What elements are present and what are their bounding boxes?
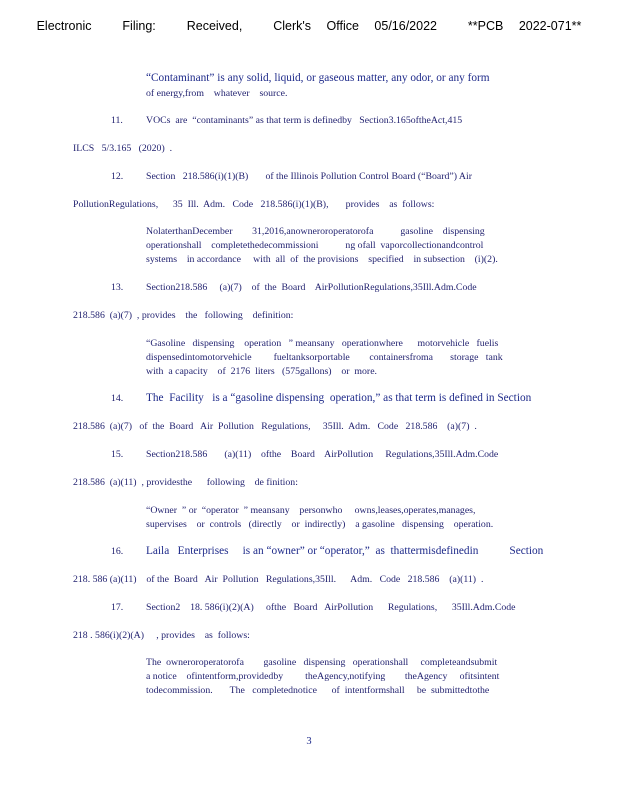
paragraph-16-line-1-text: Laila Enterprises is an “owner” or “operator,” as thattermisdefinedin Section [146,545,544,557]
quote-17-line-2: a notice ofintentform,providedby theAgency,notifying theAgency ofitsintent [146,671,500,682]
paragraph-12-number: 12. [111,171,124,182]
contaminant-definition-line-1: “Contaminant” is any solid, liquid, or gaseous matter, any odor, or any form [146,72,490,84]
paragraph-13-line-1: Section218.586 (a)(7) of the Board AirPollutionRegulations,35Ill.Adm.Code [146,282,477,293]
paragraph-17-line-2: 218 . 586(i)(2)(A) , provides as follows: [73,630,250,641]
paragraph-16-number: 16. [111,546,124,557]
paragraph-13-number: 13. [111,282,124,293]
quote-13-line-1: “Gasoline dispensing operation ” meansany operationwhere motorvehicle fuelis [146,338,499,349]
paragraph-14-line-1: The Facility is a “gasoline dispensing operation,” as that term is defined in Section [146,392,532,404]
quote-12-line-1: NolaterthanDecember 31,2016,anowneroroperatorofa gasoline dispensing [146,226,485,237]
quote-17-line-3: todecommission. The completednotice of intentformshall be submittedtothe [146,685,490,696]
paragraph-15-line-2: 218.586 (a)(11) , providesthe following de finition: [73,477,298,488]
paragraph-14-line-2: 218.586 (a)(7) of the Board Air Pollution Regulations, 35Ill. Adm. Code 218.586 (a)(7) . [73,421,477,432]
paragraph-12-line-2: PollutionRegulations, 35 Ill. Adm. Code 218.586(i)(1)(B), provides as follows: [73,199,435,210]
page-number: 3 [306,736,312,747]
paragraph-15-line-1: Section218.586 (a)(11) ofthe Board AirPollution Regulations,35Ill.Adm.Code [146,449,499,460]
paragraph-15-number: 15. [111,449,124,460]
contaminant-definition-line-2: of energy,from whatever source. [146,88,288,99]
quote-15-line-1: “Owner ” or “operator ” meansany personwho owns,leases,operates,manages, [146,505,476,516]
quote-15-line-2: supervises or controls (directly or indirectly) a gasoline dispensing operation. [146,519,494,530]
paragraph-16-line-2: 218. 586 (a)(11) of the Board Air Pollution Regulations,35Ill. Adm. Code 218.586 (a)(11) . [73,574,484,585]
paragraph-17-number: 17. [111,602,124,613]
paragraph-14-number: 14. [111,393,124,404]
paragraph-17-line-1: Section2 18. 586(i)(2)(A) ofthe Board AirPollution Regulations, 35Ill.Adm.Code [146,602,516,613]
paragraph-11-line-2: ILCS 5/3.165 (2020) . [73,143,173,154]
quote-12-line-3: systems in accordance with all of the provisions specified in subsection (i)(2). [146,254,498,265]
quote-13-line-3: with a capacity of 2176 liters (575gallons) or more. [146,366,377,377]
quote-13-line-2: dispensedintomotorvehicle fueltanksorportable containersfroma storage tank [146,352,503,363]
paragraph-13-line-2: 218.586 (a)(7) , provides the following definition: [73,310,294,321]
paragraph-11-line-1: VOCs are “contaminants” as that term is definedby Section3.165oftheAct,415 [146,115,463,126]
filing-header: Electronic Filing: Received, Clerk's Office 05/16/2022 **PCB 2022-071** [36,19,582,33]
paragraph-11-number: 11. [111,115,123,126]
paragraph-12-line-1: Section 218.586(i)(1)(B) of the Illinois Pollution Control Board (“Board”) Air [146,171,472,182]
quote-12-line-2: operationshall completethedecommissioni ng ofall vaporcollectionandcontrol [146,240,484,251]
paragraph-16-line-1 [146,545,543,557]
quote-17-line-1: The owneroroperatorofa gasoline dispensing operationshall completeandsubmit [146,657,498,668]
